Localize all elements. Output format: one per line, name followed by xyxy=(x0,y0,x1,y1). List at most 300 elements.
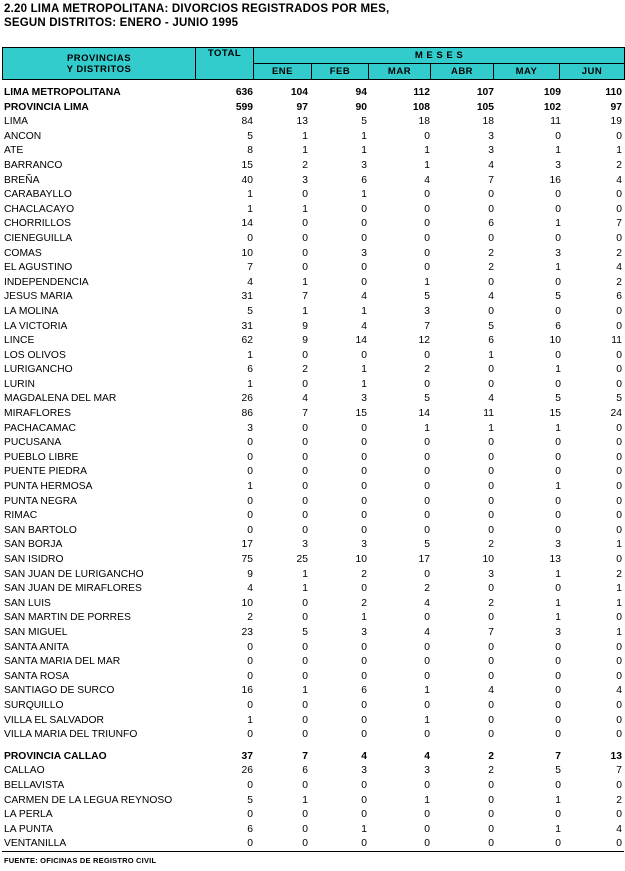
cell-abr: 2 xyxy=(488,750,494,762)
row-name: SANTA ROSA xyxy=(4,670,70,682)
cell-mar: 7 xyxy=(424,320,430,332)
cell-jun: 0 xyxy=(616,809,622,821)
cell-feb: 0 xyxy=(361,276,367,288)
row-name: LA VICTORIA xyxy=(4,320,68,332)
cell-abr: 0 xyxy=(488,729,494,741)
cell-abr: 0 xyxy=(488,823,494,835)
table-row xyxy=(0,808,625,823)
cell-mar: 12 xyxy=(418,335,430,347)
cell-total: 10 xyxy=(241,247,253,259)
cell-abr: 2 xyxy=(488,765,494,777)
cell-ene: 1 xyxy=(302,203,308,215)
cell-mar: 1 xyxy=(424,159,430,171)
table-row xyxy=(0,86,625,101)
cell-feb: 1 xyxy=(361,378,367,390)
cell-total: 31 xyxy=(241,291,253,303)
cell-abr: 6 xyxy=(488,335,494,347)
cell-mar: 14 xyxy=(418,408,430,420)
cell-mar: 4 xyxy=(424,626,430,638)
cell-may: 3 xyxy=(555,626,561,638)
table-row xyxy=(0,837,625,852)
cell-total: 0 xyxy=(247,232,253,244)
cell-ene: 1 xyxy=(302,276,308,288)
header-provincias xyxy=(3,48,196,80)
table-row xyxy=(0,684,625,699)
table-header xyxy=(2,47,625,80)
cell-may: 0 xyxy=(555,305,561,317)
cell-may: 0 xyxy=(555,583,561,595)
cell-mar: 1 xyxy=(424,422,430,434)
cell-jun: 97 xyxy=(610,101,622,113)
row-name: PUEBLO LIBRE xyxy=(4,451,79,463)
cell-jun: 0 xyxy=(616,437,622,449)
cell-total: 0 xyxy=(247,510,253,522)
cell-feb: 0 xyxy=(361,699,367,711)
cell-ene: 0 xyxy=(302,437,308,449)
table-row xyxy=(0,611,625,626)
cell-ene: 0 xyxy=(302,218,308,230)
cell-mar: 5 xyxy=(424,291,430,303)
cell-abr: 4 xyxy=(488,685,494,697)
cell-may: 1 xyxy=(555,145,561,157)
cell-mar: 0 xyxy=(424,189,430,201)
cell-ene: 0 xyxy=(302,524,308,536)
table-row xyxy=(0,779,625,794)
header-total: TOTAL xyxy=(196,48,254,80)
cell-mar: 5 xyxy=(424,393,430,405)
cell-mar: 4 xyxy=(424,597,430,609)
cell-abr: 0 xyxy=(488,779,494,791)
row-name: SURQUILLO xyxy=(4,699,64,711)
table-row xyxy=(0,655,625,670)
cell-mar: 1 xyxy=(424,714,430,726)
cell-mar: 0 xyxy=(424,130,430,142)
table-row xyxy=(0,320,625,335)
cell-feb: 1 xyxy=(361,612,367,624)
cell-abr: 0 xyxy=(488,583,494,595)
cell-feb: 10 xyxy=(355,554,367,565)
cell-ene: 0 xyxy=(302,481,308,493)
cell-total: 6 xyxy=(247,823,253,835)
table-row xyxy=(0,641,625,656)
cell-feb: 2 xyxy=(361,597,367,609)
cell-feb: 1 xyxy=(361,189,367,201)
row-name: PUNTA NEGRA xyxy=(4,495,78,507)
table-row xyxy=(0,582,625,597)
cell-jun: 1 xyxy=(616,626,622,638)
cell-ene: 7 xyxy=(302,291,308,303)
cell-ene: 9 xyxy=(302,335,308,347)
table-row xyxy=(0,130,625,145)
cell-jun: 1 xyxy=(616,583,622,595)
cell-jun: 0 xyxy=(616,305,622,317)
table-row xyxy=(0,174,625,189)
row-name: CARMEN DE LA LEGUA REYNOSO xyxy=(4,794,173,806)
cell-jun: 0 xyxy=(616,524,622,536)
cell-jun: 1 xyxy=(616,145,622,157)
cell-abr: 1 xyxy=(488,349,494,361)
cell-total: 0 xyxy=(247,838,253,850)
cell-feb: 0 xyxy=(361,838,367,850)
cell-abr: 4 xyxy=(488,159,494,171)
cell-may: 0 xyxy=(555,670,561,682)
cell-feb: 2 xyxy=(361,568,367,580)
cell-jun: 7 xyxy=(616,765,622,777)
cell-abr: 0 xyxy=(488,481,494,493)
cell-feb: 6 xyxy=(361,685,367,697)
row-name: LURIN xyxy=(4,378,35,390)
cell-may: 0 xyxy=(555,510,561,522)
cell-may: 15 xyxy=(549,408,561,420)
row-name: SAN BORJA xyxy=(4,539,63,551)
table-row xyxy=(0,407,625,422)
cell-total: 1 xyxy=(247,349,253,361)
cell-total: 7 xyxy=(247,262,253,274)
cell-abr: 1 xyxy=(488,422,494,434)
row-name: PACHACAMAC xyxy=(4,422,76,434)
cell-mar: 1 xyxy=(424,276,430,288)
cell-abr: 0 xyxy=(488,641,494,653)
cell-may: 6 xyxy=(555,320,561,332)
cell-may: 0 xyxy=(555,685,561,697)
cell-mar: 0 xyxy=(424,349,430,361)
cell-feb: 0 xyxy=(361,451,367,463)
cell-ene: 0 xyxy=(302,510,308,522)
cell-feb: 0 xyxy=(361,809,367,821)
cell-jun: 0 xyxy=(616,320,622,332)
cell-jun: 0 xyxy=(616,510,622,522)
cell-mar: 17 xyxy=(418,554,430,565)
cell-abr: 0 xyxy=(488,203,494,215)
row-name: SAN BARTOLO xyxy=(4,524,77,536)
cell-ene: 0 xyxy=(302,262,308,274)
cell-abr: 0 xyxy=(488,838,494,850)
cell-ene: 0 xyxy=(302,189,308,201)
cell-may: 0 xyxy=(555,378,561,390)
cell-may: 0 xyxy=(555,779,561,791)
cell-mar: 0 xyxy=(424,823,430,835)
cell-mar: 0 xyxy=(424,612,430,624)
cell-may: 5 xyxy=(555,765,561,777)
cell-abr: 0 xyxy=(488,305,494,317)
cell-jun: 4 xyxy=(616,823,622,835)
cell-may: 1 xyxy=(555,612,561,624)
cell-feb: 3 xyxy=(361,765,367,777)
cell-feb: 0 xyxy=(361,524,367,536)
cell-total: 0 xyxy=(247,670,253,682)
cell-ene: 0 xyxy=(302,247,308,259)
row-name: MIRAFLORES xyxy=(4,408,71,420)
row-name: LIMA METROPOLITANA xyxy=(4,87,121,98)
row-name: VENTANILLA xyxy=(4,838,67,850)
cell-mar: 1 xyxy=(424,145,430,157)
cell-total: 0 xyxy=(247,641,253,653)
cell-feb: 0 xyxy=(361,583,367,595)
cell-feb: 5 xyxy=(361,116,367,128)
cell-abr: 4 xyxy=(488,393,494,405)
cell-jun: 0 xyxy=(616,364,622,376)
cell-jun: 6 xyxy=(616,291,622,303)
table-row xyxy=(0,144,625,159)
cell-ene: 9 xyxy=(302,320,308,332)
table-row xyxy=(0,568,625,583)
cell-total: 9 xyxy=(247,568,253,580)
cell-jun: 4 xyxy=(616,685,622,697)
cell-feb: 3 xyxy=(361,393,367,405)
cell-mar: 0 xyxy=(424,510,430,522)
cell-abr: 4 xyxy=(488,291,494,303)
cell-ene: 1 xyxy=(302,130,308,142)
cell-abr: 0 xyxy=(488,612,494,624)
cell-total: 1 xyxy=(247,189,253,201)
cell-ene: 1 xyxy=(302,583,308,595)
row-name: PROVINCIA CALLAO xyxy=(4,750,107,762)
cell-ene: 1 xyxy=(302,145,308,157)
cell-may: 3 xyxy=(555,159,561,171)
cell-total: 15 xyxy=(241,159,253,171)
row-name: BELLAVISTA xyxy=(4,779,65,791)
cell-may: 13 xyxy=(549,554,561,565)
cell-may: 1 xyxy=(555,422,561,434)
cell-abr: 0 xyxy=(488,670,494,682)
cell-feb: 0 xyxy=(361,437,367,449)
cell-may: 1 xyxy=(555,364,561,376)
table-row xyxy=(0,232,625,247)
cell-ene: 0 xyxy=(302,670,308,682)
table-row xyxy=(0,480,625,495)
cell-total: 37 xyxy=(241,750,253,762)
cell-jun: 0 xyxy=(616,203,622,215)
row-name: LOS OLIVOS xyxy=(4,349,66,361)
cell-ene: 0 xyxy=(302,451,308,463)
cell-jun: 0 xyxy=(616,378,622,390)
row-name: SAN ISIDRO xyxy=(4,554,64,565)
cell-mar: 0 xyxy=(424,218,430,230)
header-meses: M E S E S xyxy=(254,48,625,64)
table-row xyxy=(0,823,625,838)
row-name: LA MOLINA xyxy=(4,305,59,317)
cell-jun: 0 xyxy=(616,232,622,244)
cell-abr: 2 xyxy=(488,262,494,274)
cell-mar: 0 xyxy=(424,729,430,741)
table-row xyxy=(0,203,625,218)
cell-ene: 0 xyxy=(302,714,308,726)
table-row xyxy=(0,101,625,116)
cell-may: 3 xyxy=(555,247,561,259)
table-row xyxy=(0,495,625,510)
table-row xyxy=(0,115,625,130)
cell-mar: 0 xyxy=(424,779,430,791)
table-row xyxy=(0,261,625,276)
header-provincias-line2: Y DISTRITOS xyxy=(66,63,132,75)
cell-ene: 3 xyxy=(302,174,308,186)
cell-feb: 0 xyxy=(361,232,367,244)
table-row xyxy=(0,626,625,641)
cell-ene: 3 xyxy=(302,539,308,551)
cell-mar: 0 xyxy=(424,203,430,215)
cell-may: 0 xyxy=(555,699,561,711)
cell-abr: 7 xyxy=(488,626,494,638)
cell-feb: 0 xyxy=(361,481,367,493)
cell-ene: 2 xyxy=(302,159,308,171)
cell-feb: 3 xyxy=(361,159,367,171)
source-note: FUENTE: OFICINAS DE REGISTRO CIVIL xyxy=(4,856,157,865)
cell-jun: 11 xyxy=(611,335,622,347)
cell-ene: 1 xyxy=(302,794,308,806)
cell-mar: 0 xyxy=(424,451,430,463)
cell-feb: 0 xyxy=(361,218,367,230)
cell-total: 5 xyxy=(247,794,253,806)
cell-abr: 7 xyxy=(488,174,494,186)
cell-mar: 3 xyxy=(424,765,430,777)
cell-total: 0 xyxy=(247,466,253,478)
cell-jun: 0 xyxy=(616,641,622,653)
row-name: ANCON xyxy=(4,130,42,142)
bottom-rule xyxy=(2,851,624,852)
cell-abr: 3 xyxy=(488,145,494,157)
cell-total: 84 xyxy=(241,116,253,128)
cell-abr: 2 xyxy=(488,597,494,609)
table-row xyxy=(0,451,625,466)
cell-jun: 7 xyxy=(616,218,622,230)
page-title xyxy=(4,2,389,30)
cell-may: 0 xyxy=(555,838,561,850)
cell-abr: 0 xyxy=(488,364,494,376)
cell-ene: 104 xyxy=(290,87,308,98)
cell-abr: 0 xyxy=(488,189,494,201)
cell-feb: 0 xyxy=(361,203,367,215)
row-name: MAGDALENA DEL MAR xyxy=(4,393,117,405)
cell-jun: 0 xyxy=(616,656,622,668)
cell-total: 62 xyxy=(241,335,253,347)
cell-feb: 0 xyxy=(361,670,367,682)
cell-abr: 0 xyxy=(488,714,494,726)
cell-total: 0 xyxy=(247,437,253,449)
cell-feb: 1 xyxy=(361,305,367,317)
cell-abr: 10 xyxy=(482,554,494,565)
cell-mar: 0 xyxy=(424,262,430,274)
table-row xyxy=(0,465,625,480)
table-row xyxy=(0,349,625,364)
cell-mar: 0 xyxy=(424,437,430,449)
cell-may: 1 xyxy=(555,823,561,835)
cell-jun: 0 xyxy=(616,189,622,201)
cell-total: 1 xyxy=(247,714,253,726)
cell-may: 0 xyxy=(555,729,561,741)
cell-may: 0 xyxy=(555,466,561,478)
table-row xyxy=(0,305,625,320)
cell-abr: 0 xyxy=(488,378,494,390)
cell-jun: 2 xyxy=(616,276,622,288)
cell-feb: 0 xyxy=(361,262,367,274)
cell-mar: 0 xyxy=(424,809,430,821)
cell-mar: 0 xyxy=(424,481,430,493)
cell-feb: 15 xyxy=(355,408,367,420)
table-row xyxy=(0,553,625,568)
cell-may: 0 xyxy=(555,451,561,463)
row-name: LIMA xyxy=(4,116,29,128)
cell-abr: 0 xyxy=(488,466,494,478)
cell-total: 1 xyxy=(247,203,253,215)
cell-total: 5 xyxy=(247,305,253,317)
table-row xyxy=(0,750,625,765)
cell-may: 0 xyxy=(555,276,561,288)
table-row xyxy=(0,714,625,729)
cell-jun: 4 xyxy=(616,174,622,186)
cell-jun: 13 xyxy=(610,750,622,762)
cell-total: 3 xyxy=(247,422,253,434)
cell-ene: 7 xyxy=(302,408,308,420)
cell-ene: 25 xyxy=(296,554,308,565)
cell-mar: 0 xyxy=(424,699,430,711)
cell-abr: 18 xyxy=(482,116,494,128)
row-name: CALLAO xyxy=(4,765,45,777)
cell-jun: 1 xyxy=(616,597,622,609)
row-name: CHORRILLOS xyxy=(4,218,71,230)
row-name: SANTIAGO DE SURCO xyxy=(4,685,115,697)
cell-total: 0 xyxy=(247,656,253,668)
table-row xyxy=(0,188,625,203)
row-name: BREÑA xyxy=(4,174,40,186)
cell-may: 1 xyxy=(555,481,561,493)
cell-jun: 110 xyxy=(605,87,622,98)
row-name: SANTA MARIA DEL MAR xyxy=(4,656,121,668)
cell-may: 0 xyxy=(555,641,561,653)
cell-feb: 0 xyxy=(361,779,367,791)
cell-ene: 0 xyxy=(302,349,308,361)
cell-jun: 0 xyxy=(616,714,622,726)
cell-may: 0 xyxy=(555,809,561,821)
table-row xyxy=(0,436,625,451)
cell-may: 0 xyxy=(555,349,561,361)
cell-jun: 1 xyxy=(616,539,622,551)
cell-may: 5 xyxy=(555,291,561,303)
cell-ene: 0 xyxy=(302,641,308,653)
cell-abr: 0 xyxy=(488,451,494,463)
cell-abr: 0 xyxy=(488,524,494,536)
cell-may: 1 xyxy=(555,794,561,806)
cell-total: 14 xyxy=(241,218,253,230)
cell-jun: 0 xyxy=(616,422,622,434)
cell-total: 0 xyxy=(247,779,253,791)
cell-total: 86 xyxy=(241,408,253,420)
row-name: LA PERLA xyxy=(4,809,53,821)
cell-total: 31 xyxy=(241,320,253,332)
cell-abr: 3 xyxy=(488,568,494,580)
cell-mar: 0 xyxy=(424,670,430,682)
row-name: VILLA MARIA DEL TRIUNFO xyxy=(4,729,138,741)
cell-ene: 1 xyxy=(302,568,308,580)
cell-total: 0 xyxy=(247,809,253,821)
row-name: SAN JUAN DE MIRAFLORES xyxy=(4,583,142,595)
cell-jun: 0 xyxy=(616,481,622,493)
cell-mar: 2 xyxy=(424,364,430,376)
cell-abr: 0 xyxy=(488,437,494,449)
cell-may: 1 xyxy=(555,597,561,609)
cell-may: 0 xyxy=(555,656,561,668)
table-row xyxy=(0,247,625,262)
cell-jun: 2 xyxy=(616,247,622,259)
cell-ene: 0 xyxy=(302,378,308,390)
cell-total: 26 xyxy=(241,765,253,777)
cell-feb: 0 xyxy=(361,495,367,507)
row-name: COMAS xyxy=(4,247,42,259)
row-name: INDEPENDENCIA xyxy=(4,276,89,288)
cell-feb: 0 xyxy=(361,422,367,434)
cell-mar: 2 xyxy=(424,583,430,595)
cell-may: 7 xyxy=(555,750,561,762)
table-row xyxy=(0,363,625,378)
